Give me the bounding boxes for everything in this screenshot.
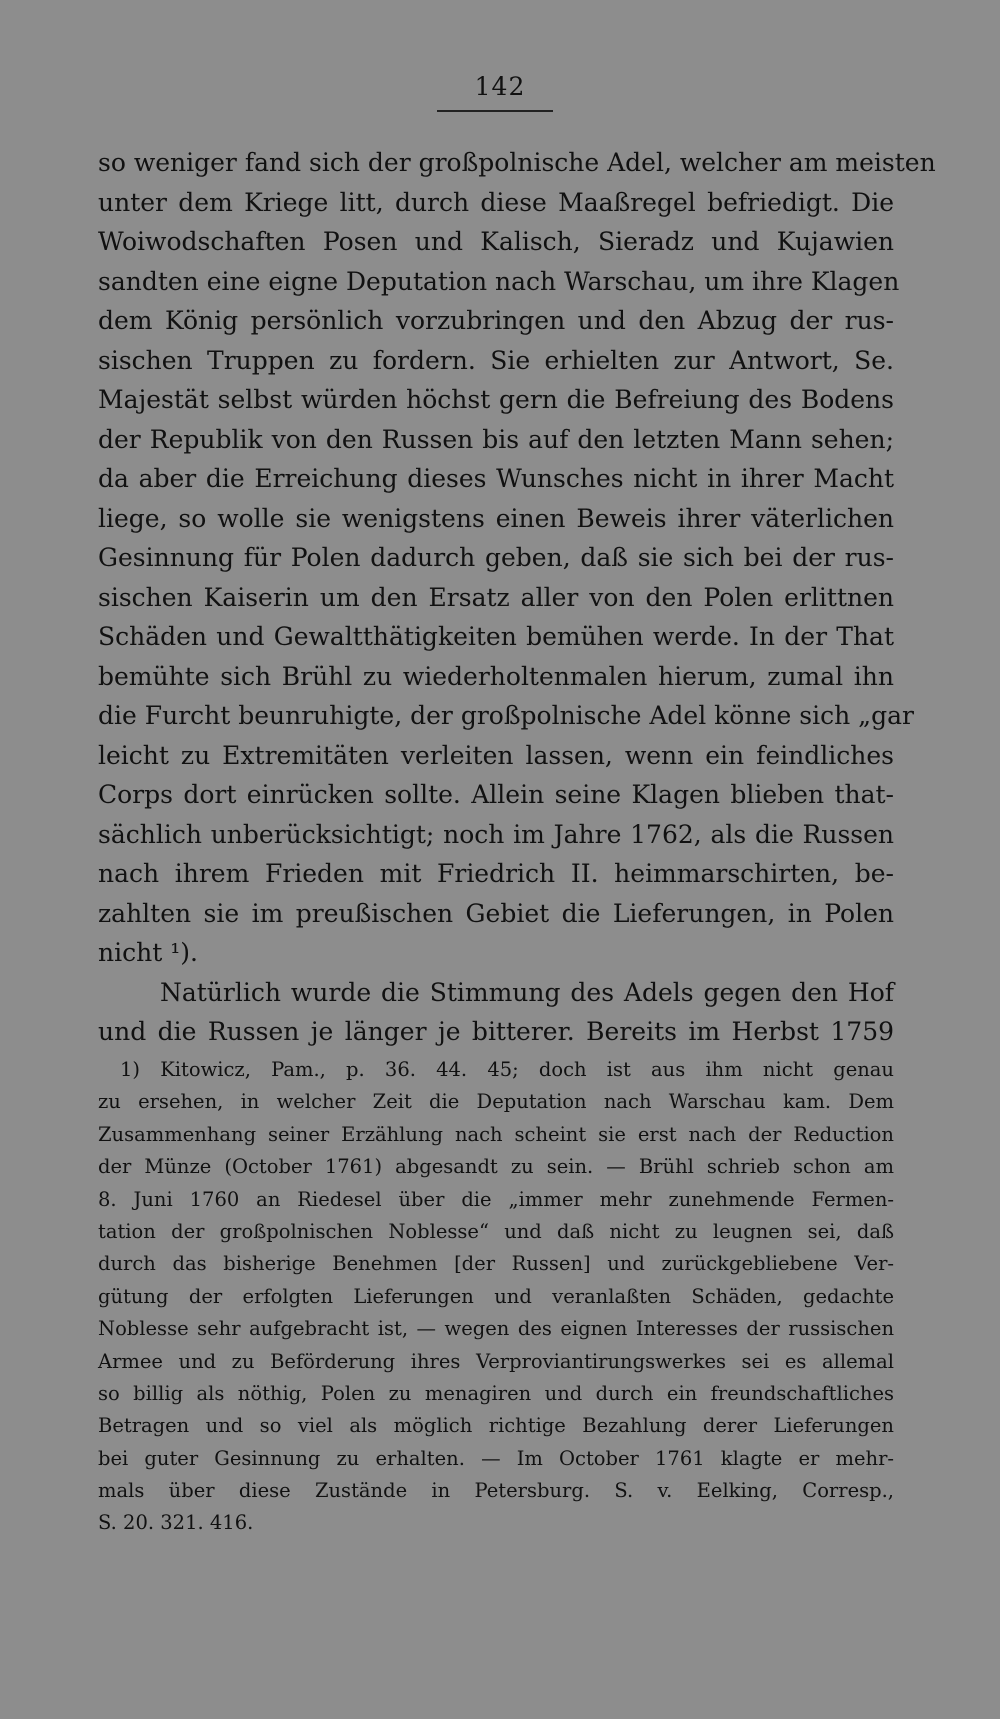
text-line: leicht zu Extremitäten verleiten lassen, wenn ein feindliches — [98, 740, 894, 770]
page-number-rule — [437, 110, 553, 112]
footnote-line: bei guter Gesinnung zu erhalten. — Im October 1761 klagte er mehr- — [98, 1446, 894, 1470]
main-text — [98, 143, 936, 1052]
text-line: liege, so wolle sie wenigstens einen Beweis ihrer väterlichen — [98, 503, 894, 533]
footnote-line: Zusammenhang seiner Erzählung nach scheint sie erst nach der Reduction — [98, 1122, 894, 1146]
text-line: Schäden und Gewaltthätigkeiten bemühen werde. In der That — [98, 622, 894, 651]
footnote-line-start: 1) Kitowicz, Pam., p. 36. 44. 45; doch ist aus ihm nicht genau — [120, 1058, 894, 1081]
text-line: unter dem Kriege litt, durch diese Maaßregel befriedigt. Die — [98, 187, 894, 217]
text-line: da aber die Erreichung dieses Wunsches nicht in ihrer Macht — [98, 464, 894, 493]
text-line: Majestät selbst würden höchst gern die Befreiung des Bodens — [98, 385, 894, 414]
text-line: bemühte sich Brühl zu wiederholtenmalen hierum, zumal ihn — [98, 661, 894, 691]
footnote-line: zu ersehen, in welcher Zeit die Deputation nach Warschau kam. Dem — [98, 1090, 894, 1114]
footnote-line: Betragen und so viel als möglich richtige Bezahlung derer Lieferungen — [98, 1414, 894, 1438]
text-line: die Furcht beunruhigte, der großpolnische Adel könne sich „gar — [98, 701, 914, 730]
footnotes — [98, 1054, 894, 1540]
text-line: nach ihrem Frieden mit Friedrich II. heimmarschirten, be- — [98, 859, 894, 888]
text-line: sischen Truppen zu fordern. Sie erhielten zur Antwort, Se. — [98, 345, 894, 375]
footnote-line: mals über diese Zustände in Petersburg. S. v. Eelking, Corresp., — [98, 1479, 894, 1503]
text-line: sischen Kaiserin um den Ersatz aller von den Polen erlittnen — [98, 582, 894, 612]
footnote-line: der Münze (October 1761) abgesandt zu sein. — Brühl schrieb schon am — [98, 1155, 894, 1179]
text-line: Woiwodschaften Posen und Kalisch, Sieradz und Kujawien — [98, 227, 894, 256]
footnote-line: 8. Juni 1760 an Riedesel über die „immer mehr zunehmende Fermen- — [98, 1187, 894, 1211]
text-line: und die Russen je länger je bitterer. Bereits im Herbst 1759 — [98, 1017, 894, 1046]
text-line: der Republik von den Russen bis auf den letzten Mann sehen; — [98, 424, 894, 454]
text-line-paragraph-end: nicht ¹). — [98, 938, 198, 967]
text-line: Corps dort einrücken sollte. Allein seine Klagen blieben that- — [98, 780, 894, 809]
footnote-line: Noblesse sehr aufgebracht ist, — wegen des eignen Interesses der russischen — [98, 1317, 894, 1341]
text-line: Gesinnung für Polen dadurch geben, daß sie sich bei der rus- — [98, 543, 894, 572]
footnote-line-end: S. 20. 321. 416. — [98, 1511, 254, 1535]
footnote-line: Armee und zu Beförderung ihres Verproviantirungswerkes sei es allemal — [98, 1349, 894, 1373]
text-line: dem König persönlich vorzubringen und den Abzug der rus- — [98, 306, 894, 335]
footnote-line: so billig als nöthig, Polen zu menagiren und durch ein freundschaftliches — [98, 1381, 894, 1405]
text-line: sandten eine eigne Deputation nach Warschau, um ihre Klagen — [98, 266, 900, 296]
page-number: 142 — [474, 72, 526, 101]
text-line-paragraph-start: Natürlich wurde die Stimmung des Adels gegen den Hof — [160, 977, 894, 1007]
text-line: sächlich unberücksichtigt; noch im Jahre 1762, als die Russen — [98, 819, 894, 849]
text-line: so weniger fand sich der großpolnische Adel, welcher am meisten — [98, 148, 936, 177]
footnote-line: gütung der erfolgten Lieferungen und veranlaßten Schäden, gedachte — [98, 1284, 894, 1308]
footnote-line: tation der großpolnischen Noblesse“ und daß nicht zu leugnen sei, daß — [98, 1219, 894, 1243]
footnote-line: durch das bisherige Benehmen [der Russen] und zurückgebliebene Ver- — [98, 1252, 894, 1276]
text-line: zahlten sie im preußischen Gebiet die Lieferungen, in Polen — [98, 898, 894, 928]
